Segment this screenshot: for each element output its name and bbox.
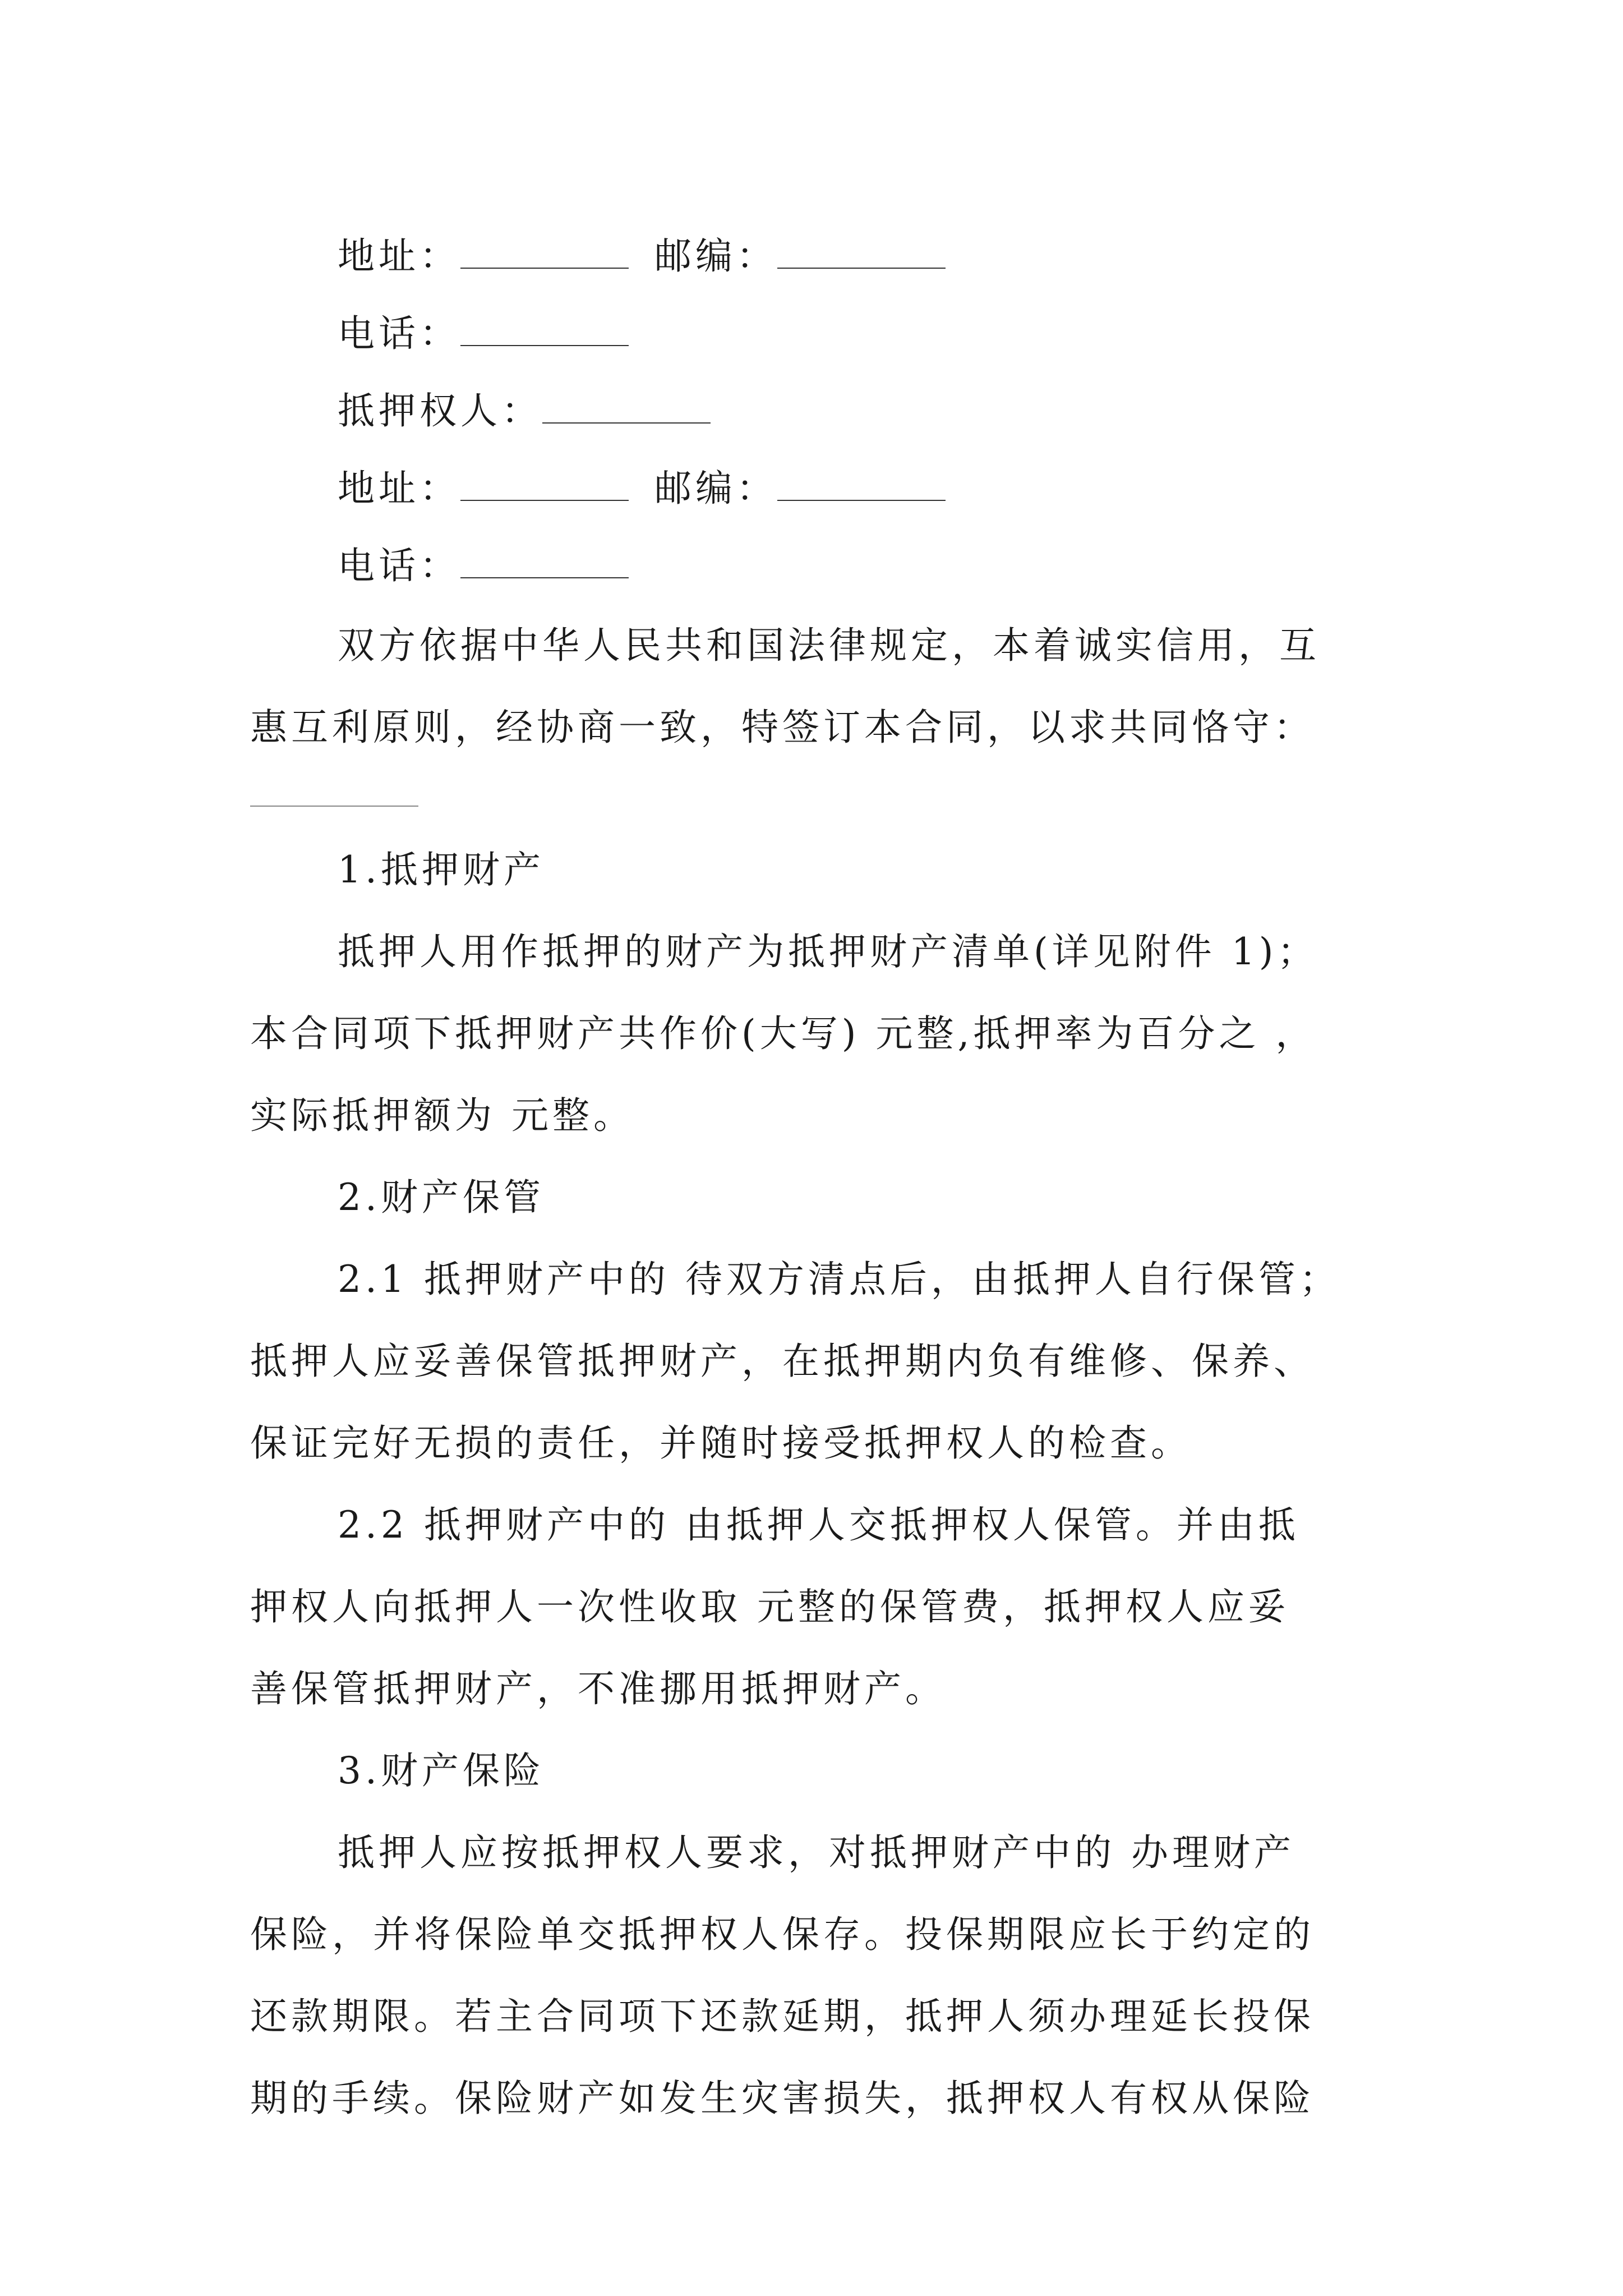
section-2-1-paragraph — [250, 1239, 1387, 1484]
postcode-blank — [777, 464, 946, 501]
paragraph-line: 抵押人用作抵押的财产为抵押财产清单(详见附件 1)； — [338, 930, 1318, 973]
address-label: 地址： — [338, 234, 460, 278]
paragraph-line: 2.2 抵押财产中的 由抵押人交抵押权人保管。并由抵 — [338, 1503, 1299, 1547]
section-heading: 1.抵押财产 — [338, 848, 545, 891]
paragraph-line: 善保管抵押财产，不准挪用抵押财产。 — [250, 1667, 946, 1710]
phone-label: 电话： — [338, 544, 460, 587]
mortgagee-line — [250, 372, 1387, 450]
document-content — [250, 218, 1387, 2139]
postcode-label: 邮编： — [654, 467, 777, 510]
paragraph-line: 实际抵押额为 元整。 — [250, 1094, 634, 1137]
paragraph-line: 押权人向抵押人一次性收取 元整的保管费，抵押权人应妥 — [250, 1585, 1289, 1628]
postcode-blank — [777, 232, 946, 269]
paragraph-line: 双方依据中华人民共和国法律规定，本着诚实信用，互 — [338, 624, 1320, 667]
address-blank — [460, 464, 629, 501]
paragraph-line: 惠互利原则，经协商一致，特签订本合同，以求共同恪守： — [250, 706, 1315, 749]
phone-blank — [460, 541, 629, 578]
mortgagee-address-line — [250, 450, 1387, 527]
paragraph-line: 抵押人应按抵押权人要求，对抵押财产中的 办理财产 — [338, 1831, 1295, 1874]
paragraph-line: 保险，并将保险单交抵押权人保存。投保期限应长于约定的 — [250, 1913, 1315, 1956]
paragraph-line: 抵押人应妥善保管抵押财产，在抵押期内负有维修、保养、 — [250, 1340, 1315, 1383]
paragraph-line: 还款期限。若主合同项下还款延期，抵押人须办理延长投保 — [250, 1995, 1315, 2038]
mortgagee-label: 抵押权人： — [338, 389, 542, 432]
footnote-separator — [250, 806, 418, 807]
mortgagor-address-line — [250, 218, 1387, 295]
paragraph-line: 本合同项下抵押财产共作价(大写) 元整,抵押率为百分之 ， — [250, 1012, 1317, 1055]
paragraph-line: 保证完好无损的责任，并随时接受抵押权人的检查。 — [250, 1421, 1192, 1465]
address-label: 地址： — [338, 467, 460, 510]
mortgagee-blank — [542, 386, 711, 424]
section-heading: 3.财产保险 — [338, 1749, 545, 1792]
phone-blank — [460, 309, 629, 346]
address-blank — [460, 232, 629, 269]
section-2-2-paragraph — [250, 1484, 1387, 1730]
section-1-paragraph — [250, 911, 1387, 1157]
postcode-label: 邮编： — [654, 234, 777, 278]
preamble-paragraph — [250, 605, 1387, 769]
paragraph-line: 期的手续。保险财产如发生灾害损失，抵押权人有权从保险 — [250, 2077, 1315, 2120]
phone-label: 电话： — [338, 312, 460, 355]
section-heading: 2.财产保管 — [338, 1176, 545, 1219]
mortgagor-phone-line — [250, 295, 1387, 372]
section-3-paragraph — [250, 1812, 1387, 2139]
paragraph-line: 2.1 抵押财产中的 待双方清点后，由抵押人自行保管； — [338, 1258, 1340, 1301]
mortgagee-phone-line — [250, 527, 1387, 605]
